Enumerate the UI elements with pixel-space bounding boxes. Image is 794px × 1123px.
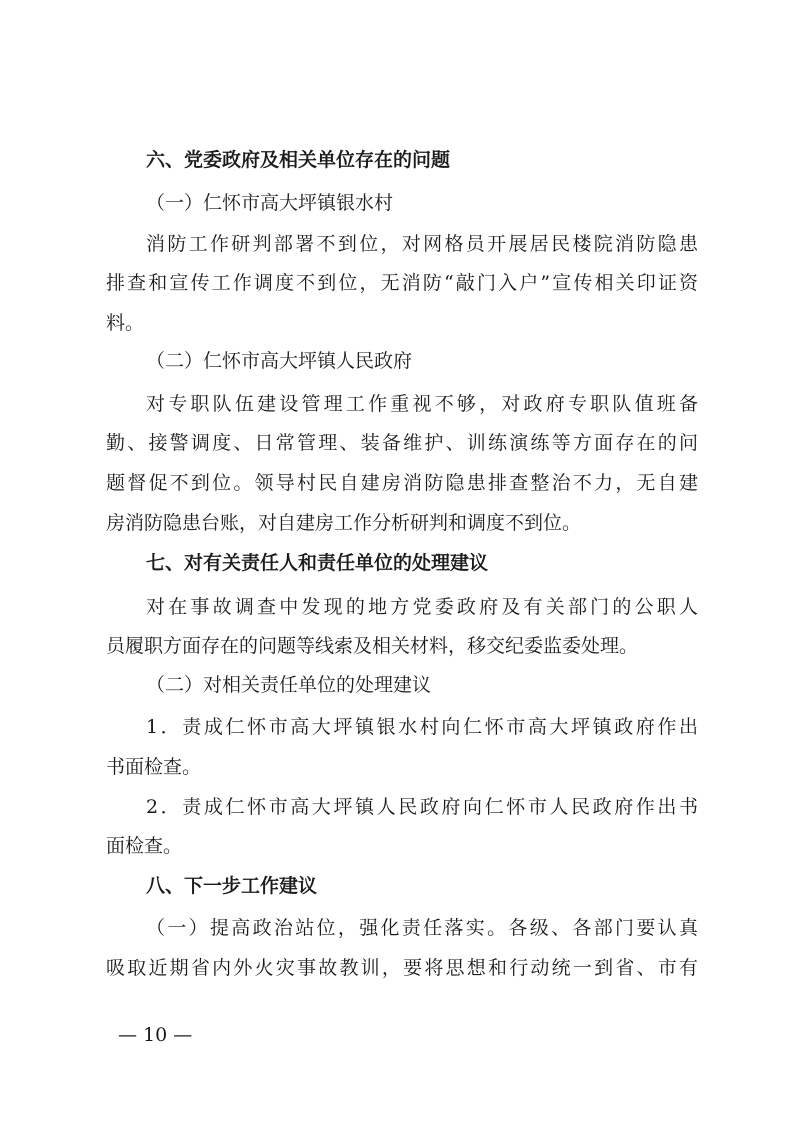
paragraph-line: 对在事故调查中发现的地方党委政府及有关部门的公职人 — [146, 596, 698, 618]
paragraph-line: 对专职队伍建设管理工作重视不够，对政府专职队值班备 — [146, 393, 698, 415]
section-seven-heading: 七、对有关责任人和责任单位的处理建议 — [146, 552, 489, 574]
paragraph-line: 房消防隐患台账，对自建房工作分析研判和调度不到位。 — [106, 512, 582, 534]
section-six-sub1-title: （一）仁怀市高大坪镇银水村 — [146, 192, 394, 214]
list-item-line: 面检查。 — [106, 835, 183, 857]
section-six-heading: 六、党委政府及相关单位存在的问题 — [146, 149, 451, 171]
list-item-line: 书面检查。 — [106, 756, 202, 778]
paragraph-line: 料。 — [106, 312, 145, 334]
section-eight-heading: 八、下一步工作建议 — [146, 875, 318, 897]
section-seven-sub2-title: （二）对相关责任单位的处理建议 — [146, 674, 432, 696]
section-six-sub2-title: （二）仁怀市高大坪镇人民政府 — [146, 350, 413, 372]
paragraph-line: 吸取近期省内外火灾事故教训，要将思想和行动统一到省、市有 — [106, 957, 698, 979]
paragraph-line: 题督促不到位。领导村民自建房消防隐患排查整治不力，无自建 — [106, 472, 698, 494]
paragraph-line: 排查和宣传工作调度不到位，无消防“敲门入户”宣传相关印证资 — [106, 272, 698, 294]
list-item-line: 2．责成仁怀市高大坪镇人民政府向仁怀市人民政府作出书 — [146, 796, 698, 818]
list-item-line: 1．责成仁怀市高大坪镇银水村向仁怀市高大坪镇政府作出 — [146, 716, 698, 738]
page-number: — 10 — — [118, 1024, 193, 1046]
paragraph-line: （一）提高政治站位，强化责任落实。各级、各部门要认真 — [146, 917, 698, 939]
paragraph-line: 消防工作研判部署不到位，对网格员开展居民楼院消防隐患 — [146, 233, 698, 255]
paragraph-line: 勤、接警调度、日常管理、装备维护、训练演练等方面存在的问 — [106, 432, 698, 454]
paragraph-line: 员履职方面存在的问题等线索及相关材料，移交纪委监委处理。 — [106, 635, 639, 657]
